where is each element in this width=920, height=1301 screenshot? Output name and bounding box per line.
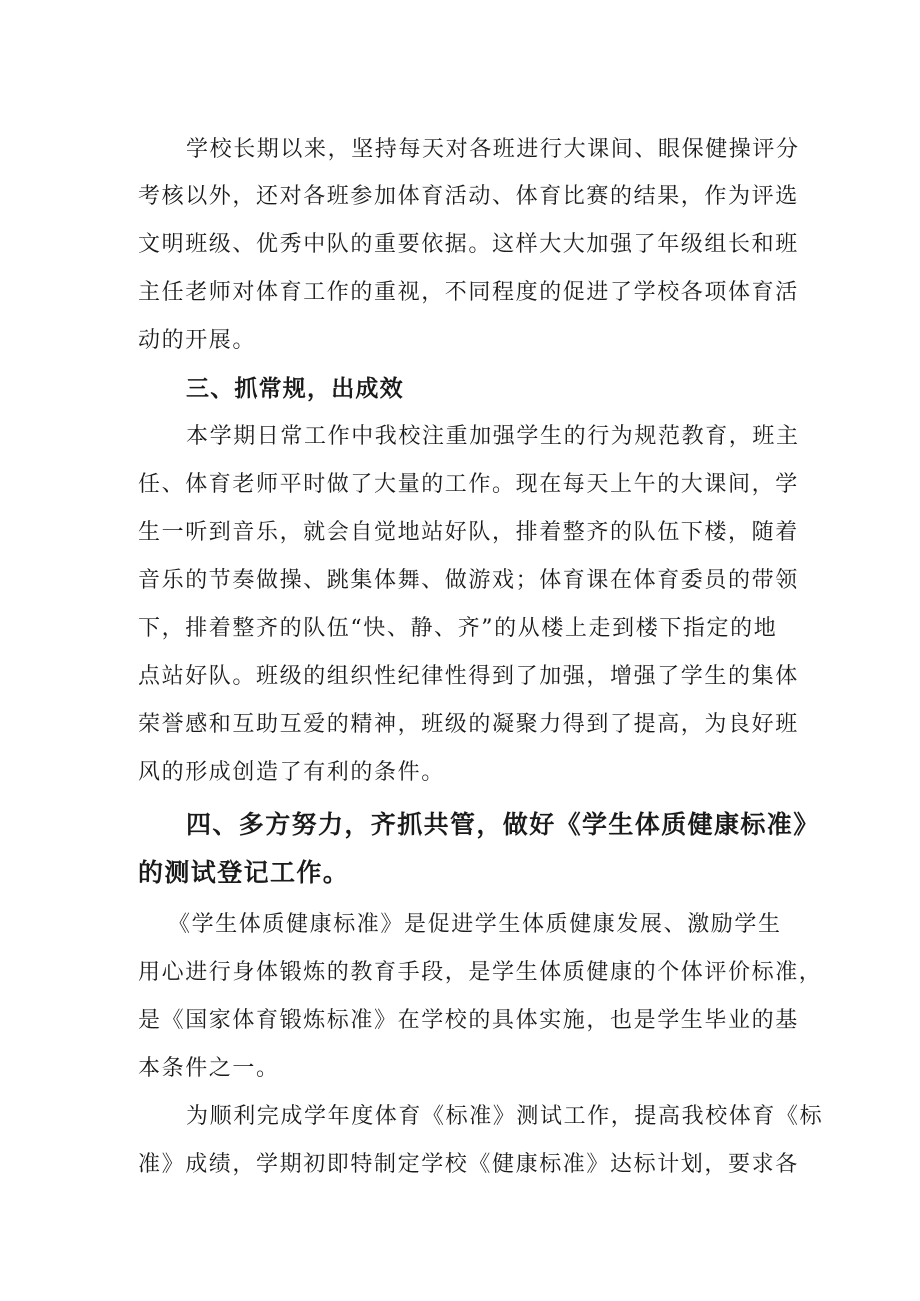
paragraph-line: 风的形成创造了有利的条件。 [138, 760, 445, 785]
paragraph-line: 学校长期以来，坚持每天对各班进行大课间、眼保健操评分 [186, 137, 800, 162]
paragraph-line: 用心进行身体锻炼的教育手段，是学生体质健康的个体评价标准， [138, 960, 823, 985]
paragraph-line: 是《国家体育锻炼标准》在学校的具体实施，也是学生毕业的基 [138, 1008, 799, 1033]
paragraph-line: 点站好队。班级的组织性纪律性得到了加强，增强了学生的集体 [138, 664, 799, 689]
paragraph-line: 《学生体质健康标准》是促进学生体质健康发展、激励学生 [168, 912, 782, 937]
paragraph-line: 动的开展。 [138, 328, 257, 353]
paragraph-line: 文明班级、优秀中队的重要依据。这样大大加强了年级组长和班 [138, 232, 799, 257]
section-heading-continuation: 的测试登记工作。 [138, 858, 350, 887]
paragraph-line: 任、体育老师平时做了大量的工作。现在每天上午的大课间，学 [138, 472, 799, 497]
paragraph-line: 生一听到音乐，就会自觉地站好队，排着整齐的队伍下楼，随着 [138, 520, 799, 545]
section-heading: 四、多方努力，齐抓共管，做好《学生体质健康标准》 [186, 810, 820, 839]
paragraph-line: 为顺利完成学年度体育《标准》测试工作，提高我校体育《标 [186, 1104, 824, 1129]
paragraph-line: 主任老师对体育工作的重视，不同程度的促进了学校各项体育活 [138, 280, 799, 305]
paragraph-line: 音乐的节奏做操、跳集体舞、做游戏；体育课在体育委员的带领 [138, 568, 799, 593]
paragraph-line: 本条件之一。 [138, 1056, 280, 1081]
paragraph-line: 本学期日常工作中我校注重加强学生的行为规范教育，班主 [186, 424, 800, 449]
paragraph-line: 准》成绩，学期初即特制定学校《健康标准》达标计划，要求各 [138, 1152, 799, 1177]
paragraph-line: 荣誉感和互助互爱的精神，班级的凝聚力得到了提高，为良好班 [138, 712, 799, 737]
section-heading: 三、抓常规，出成效 [186, 376, 404, 402]
paragraph-line: 考核以外，还对各班参加体育活动、体育比赛的结果，作为评选 [138, 184, 799, 209]
paragraph-line: 下，排着整齐的队伍“快、静、齐”的从楼上走到楼下指定的地 [138, 616, 778, 641]
